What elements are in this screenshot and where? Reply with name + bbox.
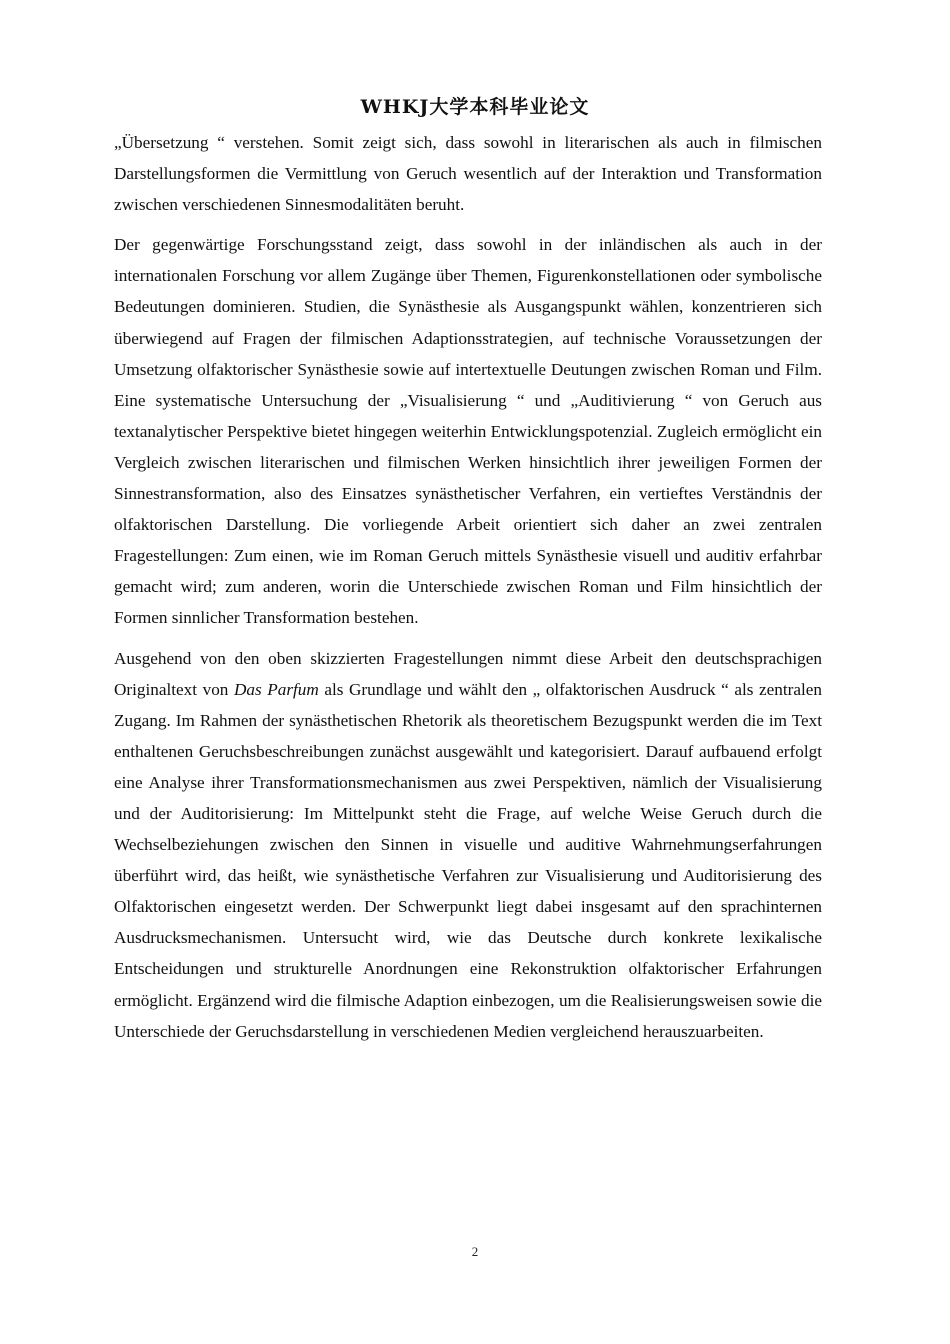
- paragraph-1: „Übersetzung “ verstehen. Somit zeigt sich, dass sowohl in literarischen als auch in filmischen Darstellungsformen die Vermittlung von Geruch wesentlich auf der Interaktion und Transformation zwischen verschiedenen Sinnesmodalitäten beruht.: [114, 133, 822, 215]
- paragraph-3-text-after: als Grundlage und wählt den „ olfaktorischen Ausdruck “ als zentralen Zugang. Im Rahmen der synästhetischen Rhetorik als theoretischem Bezugspunkt werden die im Text enthaltenen Geruchsbeschreibungen zunächst ausgewählt und kategorisiert. Darauf aufbauend erfolgt eine Analyse ihrer Transformationsmechanismen aus zwei Perspektiven, nämlich der Visualisierung und der Auditorisierung: Im Mittelpunkt steht die Frage, auf welche Weise Geruch durch die Wechselbeziehungen zwischen den Sinnen in visuelle und auditive Wahrnehmungserfahrungen überführt wird, das heißt, wie synästhetische Verfahren zur Visualisierung und Auditorisierung des Olfaktorischen eingesetzt werden. Der Schwerpunkt liegt dabei insgesamt auf den sprachinternen Ausdrucksmechanismen. Untersucht wird, wie das Deutsche durch konkrete lexikalische Entscheidungen und strukturelle Anordnungen eine Rekonstruktion olfaktorischer Erfahrungen ermöglicht. Ergänzend wird die filmische Adaption einbezogen, um die Realisierungsweisen sowie die Unterschiede der Geruchsdarstellung in verschiedenen Medien vergleichend herauszuarbeiten.: [114, 679, 822, 1041]
- paragraph-3: [114, 643, 822, 1047]
- paragraph-2: Der gegenwärtige Forschungsstand zeigt, dass sowohl in der inländischen als auch in der internationalen Forschung vor allem Zugänge über Themen, Figurenkonstellationen oder symbolische Bedeutungen dominieren. Studien, die Synästhesie als Ausgangspunkt wählen, konzentrieren sich überwiegend auf Fragen der filmischen Adaptionsstrategien, auf technische Voraussetzungen der Umsetzung olfaktorischer Synästhesie sowie auf intertextuelle Deutungen zwischen Roman und Film. Eine systematische Untersuchung der „Visualisierung “ und „Auditivierung “ von Geruch aus textanalytischer Perspektive bietet hingegen weiterhin Entwicklungspotenzial. Zugleich ermöglicht ein Vergleich zwischen literarischen und filmischen Werken hinsichtlich ihrer jeweiligen Formen der Sinnestransformation, also des Einsatzes synästhetischer Verfahren, ein vertieftes Verständnis der olfaktorischen Darstellung. Die vorliegende Arbeit orientiert sich daher an zwei zentralen Fragestellungen: Zum einen, wie im Roman Geruch mittels Synästhesie visuell und auditiv erfahrbar gemacht wird; zum anderen, worin die Unterschiede zwischen Roman und Film hinsichtlich der Formen sinnlicher Transformation bestehen.: [114, 235, 822, 628]
- body-text: [114, 127, 822, 1047]
- page-number: 2: [471, 1244, 479, 1259]
- paragraph-3-text-before: Ausgehend von den oben skizzierten Fragestellungen nimmt diese Arbeit den deutschsprachigen Originaltext von: [114, 648, 822, 699]
- book-title-italic: Das Parfum: [233, 679, 319, 699]
- page-header: WHKJ大学本科毕业论文: [360, 96, 590, 118]
